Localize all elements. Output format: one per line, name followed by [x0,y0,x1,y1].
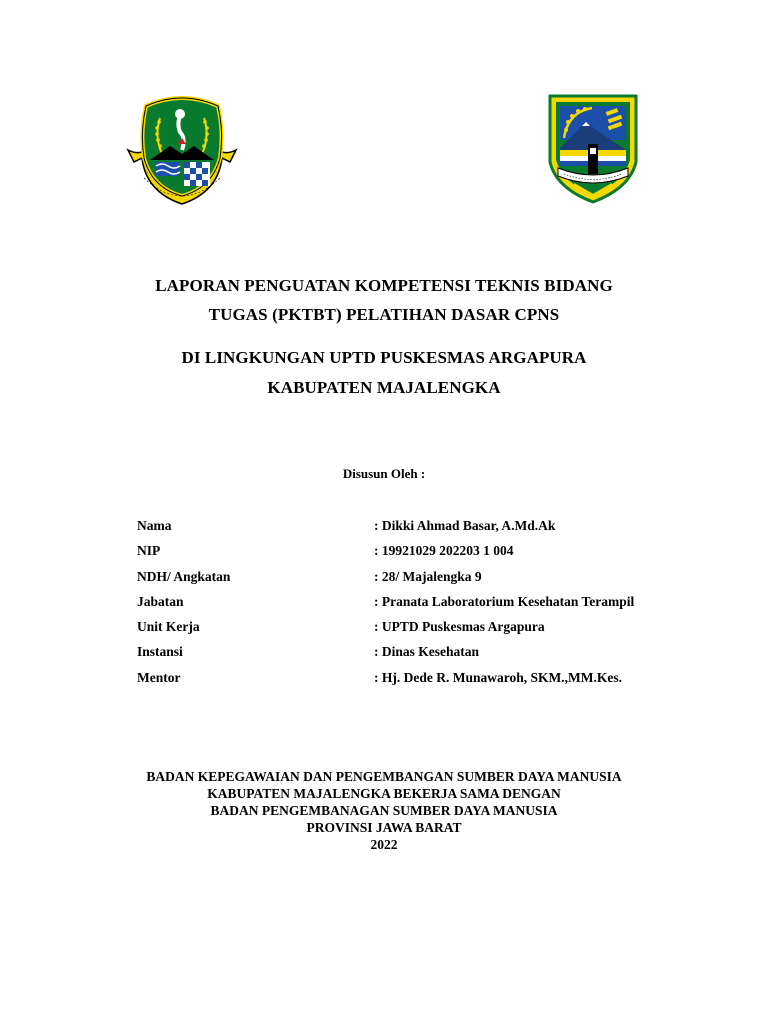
info-label: Unit Kerja [137,619,200,635]
info-row-instansi [137,644,697,669]
info-row-mentor [137,670,697,695]
info-row-nama [137,518,697,543]
author-info-table [137,518,697,695]
footer-line-3: BADAN PENGEMBANAGAN SUMBER DAYA MANUSIA [210,803,558,818]
footer-line-2: KABUPATEN MAJALENGKA BEKERJA SAMA DENGAN [207,786,561,801]
info-value: : Dikki Ahmad Basar, A.Md.Ak [374,518,556,533]
info-row-jabatan [137,594,697,619]
info-row-nip [137,543,697,568]
footer-year: 2022 [370,837,398,852]
info-label: Instansi [137,644,183,660]
info-row-ndh-angkatan [137,569,697,594]
info-value: : Hj. Dede R. Munawaroh, SKM.,MM.Kes. [374,669,622,685]
info-value: : Dinas Kesehatan [374,644,480,660]
footer-line-4: PROVINSI JAWA BARAT [306,820,462,835]
info-value: : 28/ Majalengka 9 [374,568,482,584]
info-value: : Pranata Laboratorium Kesehatan Terampil [374,593,635,609]
title-line-2: TUGAS (PKTBT) PELATIHAN DASAR CPNS [208,305,560,324]
info-value: : 19921029 202203 1 004 [374,543,514,559]
title-line-1: LAPORAN PENGUATAN KOMPETENSI TEKNIS BIDANG [155,276,613,295]
jawa-barat-emblem-logo [126,92,238,210]
info-label: Jabatan [137,593,184,609]
institution-footer [0,768,768,853]
info-label: Nama [137,518,172,533]
majalengka-emblem-logo [544,92,642,204]
info-label: NDH/ Angkatan [137,568,231,584]
info-label: NIP [137,543,161,559]
title-line-3: DI LINGKUNGAN UPTD PUSKESMAS ARGAPURA [181,348,587,367]
info-value: : UPTD Puskesmas Argapura [374,619,545,635]
info-row-unit-kerja [137,619,697,644]
title-line-4: KABUPATEN MAJALENGKA [267,378,501,397]
footer-line-1: BADAN KEPEGAWAIAN DAN PENGEMBANGAN SUMBER DAYA MANUSIA [146,769,622,784]
info-label: Mentor [137,669,181,685]
disusun-oleh-label: Disusun Oleh : [342,466,426,481]
